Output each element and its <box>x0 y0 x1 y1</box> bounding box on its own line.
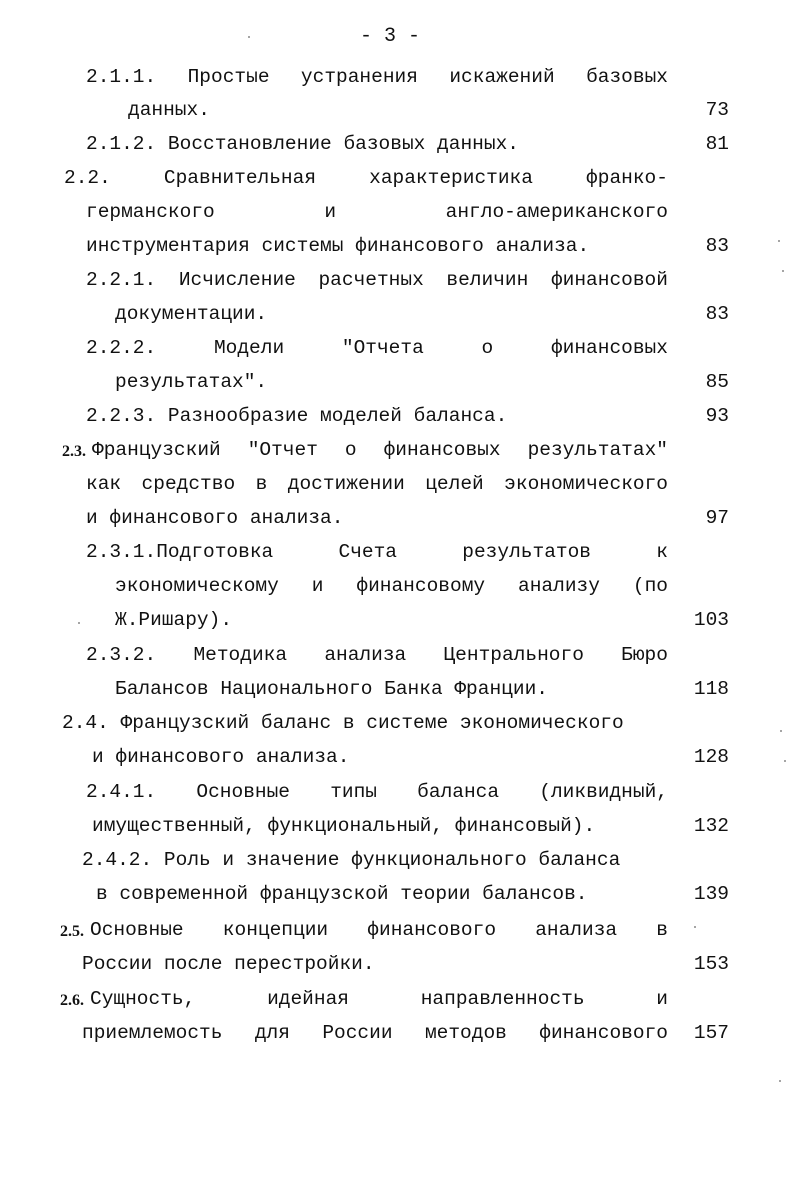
toc-word: анализа <box>324 644 407 666</box>
toc-line <box>86 62 668 92</box>
toc-word: анализу <box>518 575 600 597</box>
toc-word: финансового <box>367 919 497 941</box>
toc-word: расчетных <box>318 269 424 291</box>
scan-speck <box>694 926 696 928</box>
toc-word: типы <box>330 781 377 803</box>
scan-speck <box>248 36 250 38</box>
toc-line: в современной французской теории балансов. <box>96 883 588 905</box>
toc-page-ref: 83 <box>705 303 729 325</box>
scan-speck <box>780 730 782 732</box>
toc-page-ref: 157 <box>693 1022 729 1044</box>
toc-line <box>86 197 668 227</box>
scan-speck <box>78 622 80 624</box>
toc-page-ref: 118 <box>693 678 729 700</box>
toc-word: экономическому <box>115 575 279 597</box>
toc-word: Французский <box>92 439 221 461</box>
toc-line: Балансов Национального Банка Франции. <box>115 678 548 700</box>
toc-word: (ликвидный, <box>539 781 668 803</box>
toc-word: к <box>656 541 668 563</box>
toc-word: устранения <box>300 66 418 88</box>
toc-word: России <box>322 1022 393 1044</box>
toc-word: целей <box>425 473 484 495</box>
toc-word: Центрального <box>443 644 584 666</box>
toc-word: "Отчета <box>341 337 424 359</box>
toc-word: Сравнительная <box>163 167 317 189</box>
toc-word: (по <box>632 575 668 597</box>
toc-word: и <box>324 201 337 223</box>
toc-word: в <box>656 919 668 941</box>
toc-line: 2.4.2. Роль и значение функционального баланса <box>82 849 621 871</box>
toc-word: Сущность, <box>90 988 196 1010</box>
toc-word: приемлемость <box>82 1022 223 1044</box>
toc-word: характеристика <box>369 167 533 189</box>
toc-word: Основные <box>196 781 291 803</box>
toc-word: экономического <box>504 473 668 495</box>
toc-word: германского <box>86 201 215 223</box>
toc-word: величин <box>446 269 529 291</box>
toc-line <box>82 1018 668 1048</box>
scan-speck <box>782 270 784 272</box>
toc-page-ref: 128 <box>693 746 729 768</box>
toc-word: 2.3.2. <box>86 644 157 666</box>
toc-word: искажений <box>449 66 555 88</box>
toc-line <box>90 915 668 945</box>
toc-word: 2.1.1. <box>86 66 157 88</box>
toc-word: и <box>656 988 668 1010</box>
scan-speck <box>784 760 786 762</box>
toc-word: как <box>86 473 122 495</box>
toc-page-ref: 132 <box>693 815 729 837</box>
toc-page-ref: 85 <box>705 371 729 393</box>
toc-line <box>90 984 668 1014</box>
toc-word: Простые <box>187 66 270 88</box>
toc-line <box>64 163 668 193</box>
toc-word: финансовой <box>550 269 668 291</box>
scan-speck <box>779 1080 781 1082</box>
toc-line <box>92 435 668 465</box>
toc-page-ref: 139 <box>693 883 729 905</box>
toc-line <box>86 537 668 567</box>
toc-page-ref: 81 <box>705 133 729 155</box>
toc-word: англо-американского <box>445 201 668 223</box>
toc-word: Модели <box>213 337 285 359</box>
toc-line: данных. <box>128 99 210 121</box>
toc-line: и финансового анализа. <box>86 507 344 529</box>
toc-word: для <box>254 1022 290 1044</box>
scan-speck <box>778 240 780 242</box>
toc-word: методов <box>424 1022 507 1044</box>
toc-page-ref: 73 <box>705 99 729 121</box>
toc-word: результатах" <box>527 439 668 461</box>
toc-word: "Отчет <box>247 439 318 461</box>
toc-page-ref: 97 <box>705 507 729 529</box>
toc-line: результатах". <box>115 371 268 393</box>
toc-word: финансовых <box>550 337 668 359</box>
toc-line: 2.1.2. Восстановление базовых данных. <box>86 133 519 155</box>
toc-word: идейная <box>267 988 349 1010</box>
toc-word: Счета <box>338 541 398 563</box>
toc-word: в <box>255 473 268 495</box>
toc-word: Исчисление <box>178 269 296 291</box>
toc-word: 2.2.1. <box>86 269 157 291</box>
toc-word: франко- <box>586 167 668 189</box>
toc-word: средство <box>141 473 236 495</box>
toc-section-number: 2.6. <box>60 992 84 1009</box>
toc-line: и финансового анализа. <box>92 746 350 768</box>
toc-line <box>86 265 668 295</box>
toc-line: документации. <box>115 303 268 325</box>
toc-word: финансовых <box>383 439 501 461</box>
toc-word: Бюро <box>621 644 668 666</box>
toc-page-ref: 83 <box>705 235 729 257</box>
toc-word: 2.2.2. <box>86 337 157 359</box>
toc-word: результатов <box>462 541 592 563</box>
toc-page-ref: 103 <box>693 609 729 631</box>
toc-word: Методика <box>193 644 288 666</box>
toc-word: Основные <box>90 919 184 941</box>
toc-word: достижении <box>287 473 405 495</box>
toc-word: финансового <box>539 1022 668 1044</box>
toc-word: о <box>344 439 357 461</box>
toc-word: и <box>311 575 324 597</box>
toc-line: имущественный, функциональный, финансовый). <box>92 815 596 837</box>
toc-line: России после перестройки. <box>82 953 375 975</box>
toc-page-ref: 93 <box>705 405 729 427</box>
toc-word: концепции <box>222 919 329 941</box>
toc-word: 2.4.1. <box>86 781 157 803</box>
toc-line <box>86 777 668 807</box>
toc-section-number: 2.5. <box>60 923 84 940</box>
toc-word: о <box>481 337 494 359</box>
toc-word: базовых <box>586 66 668 88</box>
toc-line: инструментария системы финансового анализа. <box>86 235 590 257</box>
toc-line <box>86 333 668 363</box>
toc-word: анализа <box>535 919 618 941</box>
toc-word: направленность <box>420 988 585 1010</box>
toc-section-number: 2.3. <box>62 443 86 460</box>
toc-word: 2.3.1.Подготовка <box>86 541 274 563</box>
page-number: - 3 - <box>360 25 421 48</box>
toc-line: 2.2.3. Разнообразие моделей баланса. <box>86 405 508 427</box>
toc-line <box>86 640 668 670</box>
toc-word: финансовому <box>356 575 486 597</box>
toc-line: Ж.Ришару). <box>115 609 233 631</box>
toc-word: 2.2. <box>64 167 111 189</box>
toc-line: 2.4. Французский баланс в системе экономического <box>62 712 624 734</box>
toc-line <box>115 571 668 601</box>
toc-line <box>86 469 668 499</box>
toc-word: баланса <box>417 781 500 803</box>
toc-page-ref: 153 <box>693 953 729 975</box>
